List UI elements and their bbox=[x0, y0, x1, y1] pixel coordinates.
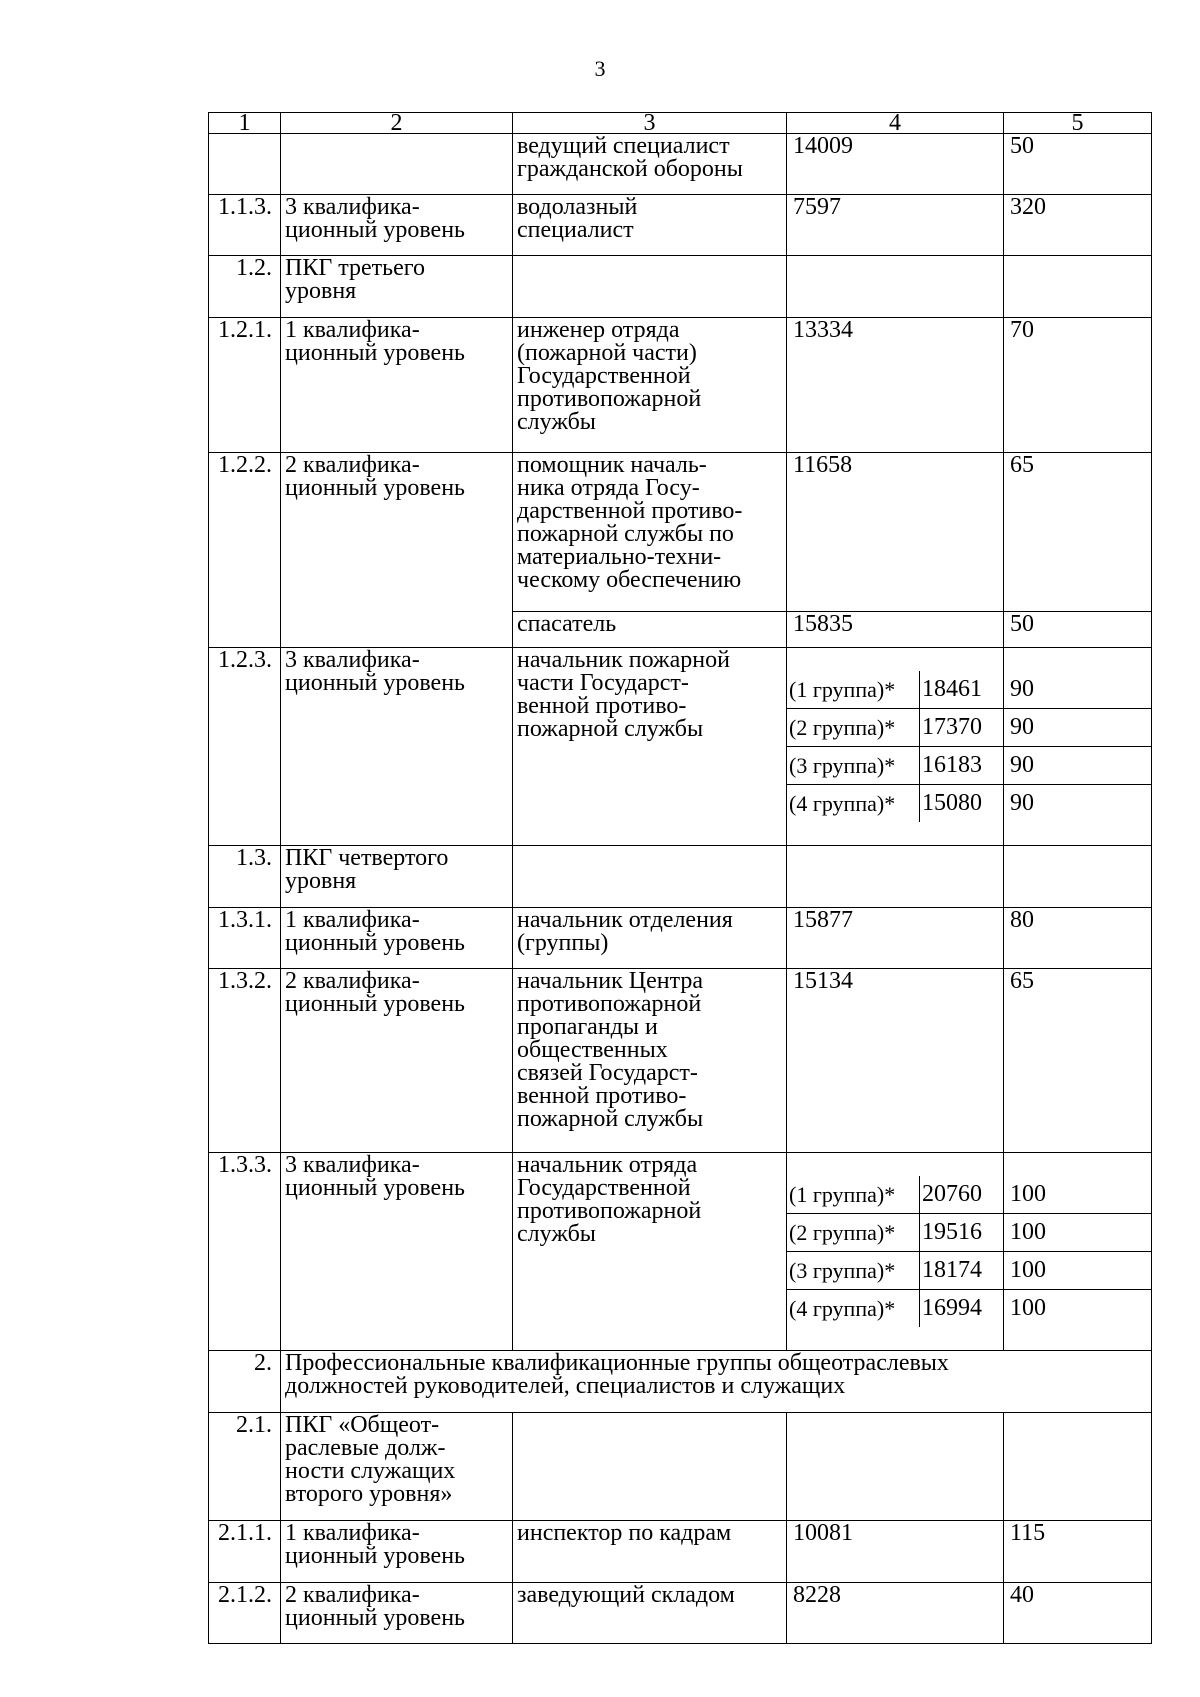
group-salary: 18174 bbox=[920, 1252, 1004, 1290]
qualification-level bbox=[281, 134, 513, 195]
header-col-3: 3 bbox=[513, 113, 787, 134]
position-title: начальник отделения (группы) bbox=[513, 908, 787, 969]
salary-value: 8228 bbox=[787, 1583, 1004, 1644]
row-number: 1.2.2. bbox=[209, 453, 281, 648]
salary-value: 15877 bbox=[787, 908, 1004, 969]
coefficient-value: 40 bbox=[1004, 1583, 1152, 1644]
row-number: 1.2. bbox=[209, 256, 281, 318]
qualification-level: 2 квалифика- ционный уровень bbox=[281, 969, 513, 1153]
group-coefficient-list bbox=[1004, 671, 1151, 822]
group-coefficient-cell bbox=[1004, 1153, 1152, 1351]
qualification-level: 1 квалифика- ционный уровень bbox=[281, 1521, 513, 1583]
coefficient-value: 320 bbox=[1004, 195, 1152, 256]
empty-cell bbox=[513, 846, 787, 908]
table-row bbox=[209, 969, 1152, 1153]
qualification-level: 2 квалифика- ционный уровень bbox=[281, 453, 513, 648]
group-salary: 17370 bbox=[920, 709, 1004, 747]
table-row bbox=[209, 453, 1152, 612]
group-label: (3 группа)* bbox=[787, 747, 920, 785]
page-number: 3 bbox=[594, 56, 606, 81]
group-salary: 18461 bbox=[920, 671, 1004, 709]
table-header-row bbox=[209, 113, 1152, 134]
position-title: ведущий специалист гражданской обороны bbox=[513, 134, 787, 195]
coefficient-value: 90 bbox=[1004, 709, 1151, 747]
group-label: (3 группа)* bbox=[787, 1252, 920, 1290]
position-title: инженер отряда (пожарной части) Государственной противопожарной службы bbox=[513, 318, 787, 453]
table-row bbox=[209, 195, 1152, 256]
group-coefficient-list bbox=[1004, 1176, 1151, 1327]
empty-cell bbox=[787, 1413, 1004, 1521]
group-label: (4 группа)* bbox=[787, 785, 920, 823]
header-col-5: 5 bbox=[1004, 113, 1152, 134]
salary-value: 15134 bbox=[787, 969, 1004, 1153]
coefficient-value: 100 bbox=[1004, 1176, 1151, 1214]
row-number: 1.2.3. bbox=[209, 648, 281, 846]
position-title: начальник пожарной части Государст- венной противо- пожарной службы bbox=[513, 648, 787, 846]
position-title: помощник началь- ника отряда Госу- дарственной противо- пожарной службы по материально-техни- ческому обеспечению bbox=[513, 453, 787, 612]
coefficient-value: 50 bbox=[1004, 612, 1152, 648]
salary-value: 11658 bbox=[787, 453, 1004, 612]
table-row bbox=[209, 1583, 1152, 1644]
group-title: ПКГ четвертого уровня bbox=[281, 846, 513, 908]
header-col-2: 2 bbox=[281, 113, 513, 134]
salary-value: 13334 bbox=[787, 318, 1004, 453]
qualification-level: 3 квалифика- ционный уровень bbox=[281, 1153, 513, 1351]
group-salary: 20760 bbox=[920, 1176, 1004, 1214]
position-title: заведующий складом bbox=[513, 1583, 787, 1644]
group-label: (4 группа)* bbox=[787, 1290, 920, 1328]
qualification-table bbox=[208, 112, 1152, 1644]
group-label: (2 группа)* bbox=[787, 1214, 920, 1252]
row-number: 2.1.1. bbox=[209, 1521, 281, 1583]
empty-cell bbox=[787, 256, 1004, 318]
coefficient-value: 80 bbox=[1004, 908, 1152, 969]
qualification-level: 2 квалифика- ционный уровень bbox=[281, 1583, 513, 1644]
group-salary: 15080 bbox=[922, 790, 982, 816]
qualification-level: 3 квалифика- ционный уровень bbox=[281, 648, 513, 846]
empty-cell bbox=[513, 256, 787, 318]
coefficient-value: 100 bbox=[1010, 1295, 1046, 1321]
group-salary-list bbox=[787, 671, 1003, 822]
group-title: ПКГ «Общеот- раслевые долж- ности служащих второго уровня» bbox=[281, 1413, 513, 1521]
table-row bbox=[209, 256, 1152, 318]
salary-value: 10081 bbox=[787, 1521, 1004, 1583]
group-salary: 16994 bbox=[922, 1295, 982, 1321]
table-row bbox=[209, 1521, 1152, 1583]
group-label: (1 группа)* bbox=[787, 671, 920, 709]
table-row bbox=[209, 1413, 1152, 1521]
empty-cell bbox=[513, 1413, 787, 1521]
coefficient-value: 90 bbox=[1004, 671, 1151, 709]
empty-cell bbox=[1004, 1413, 1152, 1521]
section-title: Профессиональные квалификационные группы общеотраслевых должностей руководителей, специалистов и служащих bbox=[281, 1351, 1152, 1413]
coefficient-value: 100 bbox=[1004, 1214, 1151, 1252]
row-number: 2.1. bbox=[209, 1413, 281, 1521]
table-row bbox=[209, 908, 1152, 969]
empty-cell bbox=[1004, 846, 1152, 908]
coefficient-value: 100 bbox=[1004, 1252, 1151, 1290]
table-row bbox=[209, 648, 1152, 846]
coefficient-value: 65 bbox=[1004, 453, 1152, 612]
row-number: 1.2.1. bbox=[209, 318, 281, 453]
coefficient-value: 65 bbox=[1004, 969, 1152, 1153]
row-number: 1.3.1. bbox=[209, 908, 281, 969]
group-coefficient-cell bbox=[1004, 648, 1152, 846]
coefficient-value: 115 bbox=[1004, 1521, 1152, 1583]
position-title: спасатель bbox=[513, 612, 787, 648]
empty-cell bbox=[1004, 256, 1152, 318]
group-label: (2 группа)* bbox=[787, 709, 920, 747]
group-title: ПКГ третьего уровня bbox=[281, 256, 513, 318]
empty-cell bbox=[787, 846, 1004, 908]
coefficient-value: 50 bbox=[1004, 134, 1152, 195]
group-salary-list bbox=[787, 1176, 1003, 1327]
table-row bbox=[209, 1351, 1152, 1413]
group-salary-cell bbox=[787, 1153, 1004, 1351]
group-salary: 16183 bbox=[920, 747, 1004, 785]
row-number: 1.3.3. bbox=[209, 1153, 281, 1351]
header-col-1: 1 bbox=[209, 113, 281, 134]
table-row bbox=[209, 846, 1152, 908]
coefficient-value: 90 bbox=[1004, 747, 1151, 785]
row-number: 1.3. bbox=[209, 846, 281, 908]
row-number: 1.1.3. bbox=[209, 195, 281, 256]
table-row bbox=[209, 318, 1152, 453]
position-title: инспектор по кадрам bbox=[513, 1521, 787, 1583]
coefficient-value: 90 bbox=[1010, 790, 1034, 816]
position-title: водолазный специалист bbox=[513, 195, 787, 256]
salary-value: 15835 bbox=[787, 612, 1004, 648]
row-number bbox=[209, 134, 281, 195]
salary-value: 14009 bbox=[787, 134, 1004, 195]
group-salary-cell bbox=[787, 648, 1004, 846]
salary-value: 7597 bbox=[787, 195, 1004, 256]
coefficient-value: 70 bbox=[1004, 318, 1152, 453]
qualification-level: 1 квалифика- ционный уровень bbox=[281, 908, 513, 969]
qualification-level: 3 квалифика- ционный уровень bbox=[281, 195, 513, 256]
table-row bbox=[209, 134, 1152, 195]
group-salary: 19516 bbox=[920, 1214, 1004, 1252]
row-number: 2.1.2. bbox=[209, 1583, 281, 1644]
group-label: (1 группа)* bbox=[787, 1176, 920, 1214]
row-number: 1.3.2. bbox=[209, 969, 281, 1153]
table-row bbox=[209, 1153, 1152, 1351]
position-title: начальник отряда Государственной противопожарной службы bbox=[513, 1153, 787, 1351]
header-col-4: 4 bbox=[787, 113, 1004, 134]
qualification-level: 1 квалифика- ционный уровень bbox=[281, 318, 513, 453]
row-number: 2. bbox=[209, 1351, 281, 1413]
position-title: начальник Центра противопожарной пропаганды и общественных связей Государст- венной противо- пожарной службы bbox=[513, 969, 787, 1153]
